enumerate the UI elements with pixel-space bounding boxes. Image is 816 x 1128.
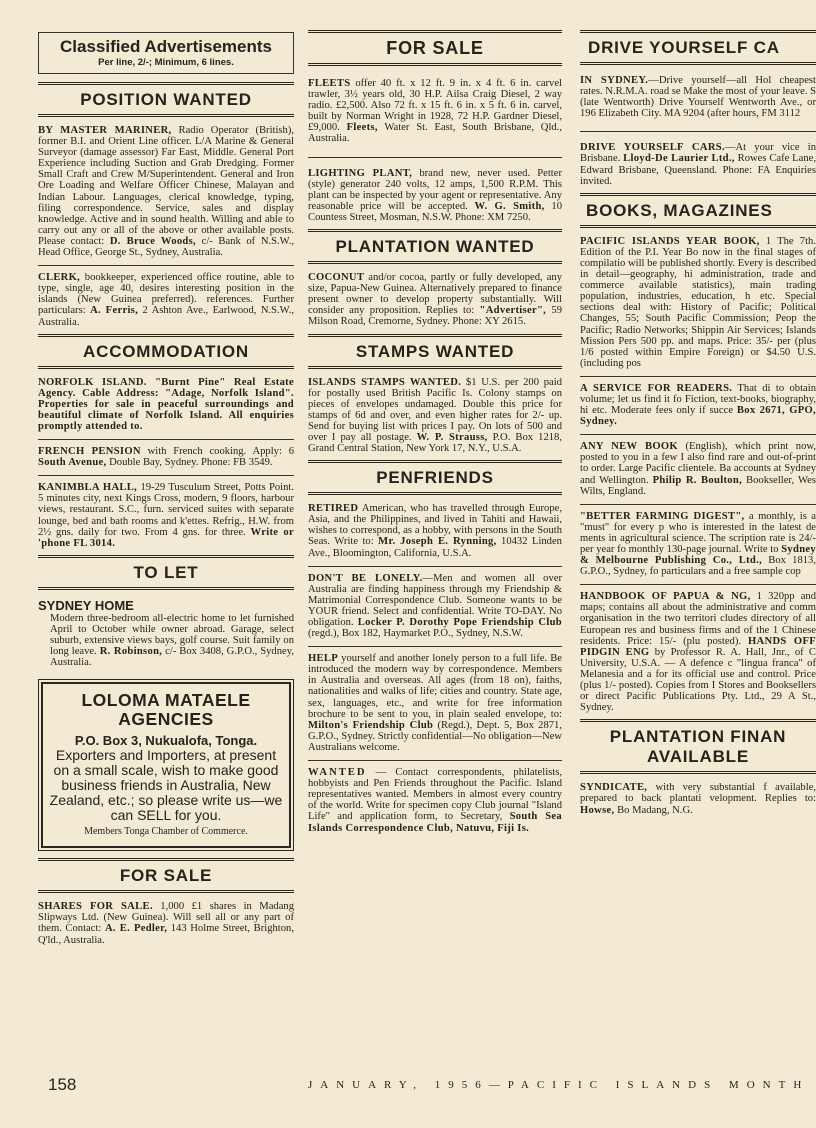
- section-heading-to-let: TO LET: [38, 555, 294, 590]
- section-heading-stamps-wanted: STAMPS WANTED: [308, 334, 562, 369]
- ad-fleets: [308, 78, 562, 145]
- ad-lead: COCONUT: [308, 272, 365, 284]
- divider: [38, 265, 294, 266]
- ad-contact: HANDS OFF PIDGIN ENG: [580, 635, 816, 658]
- ad-text: —Men and women all over Australia are finding happiness through my Friendship & Matrimonial Correspondence Club. Someone wants to be YOUR friend. Select and confidential. Write TO-DAY. No obligation.: [308, 572, 562, 628]
- ad-tail: 59 Milson Road, Cremorne, Sydney. Phone: XY 2615.: [308, 305, 562, 328]
- ad-lead: PACIFIC ISLANDS YEAR BOOK,: [580, 235, 760, 247]
- ad-text: American, who has travelled through Europe, Asia, and the Philippines, and lived in Tahiti and Hawaii, wishes to correspond, as a hobby, with persons in the South Seas. Write to:: [308, 503, 562, 548]
- section-heading-books-magazines: BOOKS, MAGAZINES: [580, 193, 816, 228]
- ad-contact: Write or 'phone FL 3014.: [38, 526, 294, 549]
- section-heading-penfriends: PENFRIENDS: [308, 460, 562, 495]
- ad-dont-be-lonely: [308, 573, 562, 640]
- loloma-membership: Members Tonga Chamber of Commerce.: [84, 826, 248, 838]
- ad-lead: A SERVICE FOR READERS.: [580, 382, 733, 394]
- ad-lead: RETIRED: [308, 503, 359, 515]
- section-heading-accommodation: ACCOMMODATION: [38, 334, 294, 369]
- ad-contact: South Avenue,: [38, 457, 107, 469]
- ad-drive-yourself-cars: [580, 142, 816, 186]
- ad-lead: LIGHTING PLANT,: [308, 167, 413, 179]
- divider: [580, 434, 816, 435]
- page-footer: [0, 1075, 810, 1105]
- ad-contact: "Advertiser",: [479, 305, 547, 317]
- ad-contact: W. P. Strauss,: [416, 431, 488, 443]
- divider: [38, 475, 294, 476]
- ad-contact: Mr. Joseph E. Rynning,: [378, 536, 497, 548]
- ad-lead: "BETTER FARMING DIGEST",: [580, 510, 745, 522]
- ad-shares-for-sale: [38, 901, 294, 945]
- ad-lead: BY MASTER MARINER,: [38, 125, 172, 136]
- ad-text: yourself and another lonely person to a full life. Be introduced the modern way by correspondence. Members in Australia and overseas. All ages (from 18 on), faiths, nationalities and walks of life; cities and country. State age, sex, languages, etc., and write for free information brochure to be sent to you, in plain sealed envelope, to:: [308, 653, 562, 720]
- ad-text: 1 320pp and maps; contains all about the administrative and comm organisation in the two territori cludes directory of all European res and business firms and of the 1 Chinese residents. Price: 15/- (plu posted).: [580, 591, 816, 647]
- ad-pacific-islands-year-book: [580, 236, 816, 369]
- ad-text: — Contact correspondents, philatelists, hobbyists and Pen Friends throughout the Pacific. Island representatives wanted. Members in almost every country of the world. Write for specimen copy Club journal "Island Life" and application form, to Secretary,: [308, 767, 562, 823]
- ad-tail: 10432 Linden Ave., Bloomington, California, U.S.A.: [308, 536, 562, 559]
- ad-text: 1 The 7th. Edition of the P.I. Year Bo now in the final stages of compilatio will be published shortly. Every is described in detail—geography, hi administration, trade and commerce available statistics), main trading population, industries, education, h etc. Special sections deal with: History of Pacific; Political Changes, 55; South Pacific Commission; Peop the Pacific; Radio Networks; Shippin Air Services; Islands Mission Pers 500 pp. and maps. Price: 35/- per (plus 1/6 posted within Empire Foreign) or $4.50 U.S. (including pos: [580, 235, 816, 369]
- ad-lead: CLERK,: [38, 272, 81, 284]
- divider: [38, 439, 294, 440]
- column-3-inner: [580, 30, 816, 816]
- ad-islands-stamps: [308, 377, 562, 455]
- ad-contact: Locker P. Dorothy Pope Friendship Club: [357, 617, 562, 628]
- ad-text: "Burnt Pine" Real Estate Agency. Cable Address: "Adage, Norfolk Island". Properties for sale in peaceful surroundings and beautiful climate of Norfolk Island. All enquiries promptly attended to.: [38, 376, 295, 432]
- column-2: [308, 30, 562, 838]
- ad-master-mariner: [38, 125, 294, 258]
- heading-line-1: PLANTATION FINAN: [609, 727, 787, 747]
- divider: [308, 157, 562, 158]
- ad-help-yourself: [308, 653, 562, 753]
- ad-text: Radio Operator (British), former B.I. and Orient Line officer. L/A Marine & General Surveyor (damage assessor) Far East, Middle. General Port Experience including Suction and Grab Dredging. Former Small Craft and Crew M/Superintendent. General and Iron Ore Loading and Welfare Officer Chinese, Malayan and Indian Labour. Languages, clerical knowledge, typing, filing correspondence. Service, sales and display knowledge. Active and in sound health. Willing and able to carry out any or all of the above or other available posts. Please contact:: [38, 125, 295, 247]
- ad-text: That di to obtain volume; let us find it fo Fiction, text-books, biography, hi etc. Moderate fees only if succe: [580, 382, 816, 417]
- ad-lead: ISLANDS STAMPS WANTED.: [308, 376, 462, 388]
- ad-tail: 10 Countess Street, Mosman, N.S.W. Phone: XM 7250.: [308, 200, 562, 223]
- ad-contact: A. Ferris,: [90, 305, 139, 317]
- divider: [580, 376, 816, 377]
- section-heading-plantation-wanted: PLANTATION WANTED: [308, 229, 562, 264]
- ad-syndicate: [580, 782, 816, 815]
- section-heading-position-wanted: POSITION WANTED: [38, 82, 294, 117]
- divider: [308, 566, 562, 567]
- ad-wanted-correspondents: [308, 767, 562, 834]
- ad-contact: Lloyd-De Laurier Ltd.,: [623, 153, 735, 165]
- ad-lead: SYNDICATE,: [580, 782, 648, 794]
- ad-text: —Drive yourself—all Hol cheapest rates. N.R.M.A. road se Make the most of your leave. S (late Wentworth) Drive Yourself Wentworth Ave., or 196 Elizabeth City. MA 9204 (after hours, FM 3112: [580, 75, 816, 120]
- loloma-address: P.O. Box 3, Nukualofa, Tonga.: [74, 733, 258, 749]
- ad-contact: Philip R. Boulton,: [652, 474, 743, 486]
- ad-contact: A. E. Pedler,: [104, 923, 168, 935]
- ad-handbook-papua: [580, 591, 816, 713]
- ad-text: (English), which print now, posted to you in a few I also find rare and out-of-print to order. Large Pacific clientele. Ba accounts at Sydney and Wellington.: [580, 441, 816, 486]
- ad-contact: Fleets,: [346, 122, 378, 134]
- ad-lead: KANIMBLA HALL,: [38, 482, 138, 494]
- ad-text: Modern three-bedroom all-electric home to let furnished April to October while owner abroad. Garage, select suburb, extensive views bays, golf course. Suit family on long leave.: [50, 612, 294, 658]
- ad-contact: Howse,: [580, 804, 615, 816]
- ad-contact: Milton's Friendship Club: [308, 719, 434, 731]
- ad-tail: 143 Holme Street, Brighton, Q'ld., Australia.: [38, 923, 294, 946]
- divider: [308, 646, 562, 647]
- section-heading-for-sale-2: FOR SALE: [308, 30, 562, 66]
- section-heading-drive-yourself: DRIVE YOURSELF CA: [580, 30, 816, 65]
- classified-rate: Per line, 2/-; Minimum, 6 lines.: [98, 57, 234, 68]
- ad-tail: Double Bay, Sydney. Phone: FB 3549.: [106, 457, 273, 469]
- ad-any-new-book: [580, 441, 816, 496]
- ad-clerk: [38, 272, 294, 327]
- ad-text: with very substantial f available, prepared to back plantati velopment. Replies to:: [580, 782, 816, 805]
- ad-text: 19-29 Tusculum Street, Potts Point. 5 minutes city, next Kings Cross, modern, 9 floors, harbour views, restaurant. S.C., furn. serviced suites with separate lounge, bed and bath rooms and k'ettes. Refrig., H.W. from 2½ gns. daily for two. From 4 gns. for three.: [38, 482, 294, 538]
- ad-tail: 2 Ashton Ave., Earlwood, N.S.W., Australia.: [38, 305, 294, 328]
- section-heading-for-sale: FOR SALE: [38, 858, 294, 893]
- ad-lead: DRIVE YOURSELF CARS.: [580, 142, 725, 154]
- ad-text: —At your vice in Brisbane.: [580, 142, 816, 165]
- column-1: [38, 30, 294, 950]
- ad-tail: Box 1813, G.P.O., Sydney, fo particulars and a free sample cop: [580, 555, 816, 578]
- ad-tail: by Professor R. A. Hall, Jnr., of C University, U.S.A. — A defence c "lingua franca" of Melanesia and a for its official use and control. Price (plus 1/- posted). Copies from I Stores and Booksellers or direct Pacific Publications Pty. Ltd., 29 A St., Sydney.: [580, 646, 816, 714]
- ad-tail: Bookseller, Wes Wilts, England.: [580, 474, 816, 497]
- ad-french-pension: [38, 446, 294, 468]
- ad-lead: SHARES FOR SALE.: [38, 901, 153, 913]
- loloma-body: Exporters and Importers, at present on a small scale, wish to make good business friends in Australia, New Zealand, etc.; so please write us—we can SELL for you.: [49, 747, 283, 824]
- ad-in-sydney: [580, 75, 816, 119]
- ad-tail: c/- Bank of N.S.W., Head Office, George St., Sydney, Australia.: [38, 235, 294, 259]
- ad-tail: Bo Madang, N.G.: [614, 804, 693, 816]
- classified-header-box: [38, 32, 294, 74]
- ad-coconut: [308, 272, 562, 327]
- ad-tail: c/- Box 3408, G.P.O., Sydney, Australia.: [50, 646, 294, 669]
- ad-tail: Water St. East, South Brisbane, Qld., Australia.: [308, 122, 562, 145]
- section-heading-plantation-finance: [580, 719, 816, 774]
- ad-lead: HANDBOOK OF PAPUA & NG,: [580, 591, 751, 603]
- ad-text: $1 U.S. per 200 paid for postally used British Pacific Is. Colony stamps on pieces of envelopes undamaged. Double this price for stamps of 6d and over, and even higher rates for 2/- up. Send for buying list with prices I pay. On lots of 500 and over I pay all postage.: [308, 376, 562, 443]
- ad-text: and/or cocoa, partly or fully developed, any size, Papua-New Guinea. Alternatively prepared to finance present owner to develop property substantially. Will consider any proposition. Replies to:: [308, 272, 562, 317]
- ad-kanimbla-hall: [38, 482, 294, 549]
- ad-lead: NORFOLK ISLAND.: [38, 376, 147, 388]
- ad-contact: D. Bruce Woods,: [109, 235, 196, 247]
- ad-lead: WANTED: [308, 767, 367, 779]
- journal-issue-line: JANUARY, 1956—PACIFIC ISLANDS MONTH: [308, 1079, 810, 1091]
- divider: [308, 760, 562, 761]
- ad-contact: Sydney & Melbourne Publishing Co., Ltd.,: [580, 544, 816, 567]
- ad-tail: P.O. Box 1218, Grand Central Station, New York 17, N.Y., U.S.A.: [308, 431, 562, 455]
- ad-text: offer 40 ft. x 12 ft. 9 in. x 4 ft. 6 in. carvel trawler, 3½ years old, 30 H.P. Ailsa Craig Diesel, 2 way radio. £2,500. Also 72 ft. x 15 ft. 6 in. x 5 ft. 6 in. carvel, built by Norman Wright in 1928, 72 H.P. Gardner Diesel, £9,000.: [308, 78, 562, 134]
- ad-lead: IN SYDNEY.: [580, 75, 649, 86]
- loloma-mataele-agencies-box: [41, 682, 291, 848]
- ad-tail: (regd.), Box 182, Haymarket P.O., Sydney, N.S.W.: [308, 628, 523, 640]
- ad-contact: Box 2671, GPO, Sydney.: [580, 405, 816, 428]
- ad-service-for-readers: [580, 383, 816, 427]
- ad-norfolk-island: [38, 377, 294, 432]
- ad-sydney-home: [38, 613, 294, 668]
- ad-text: a monthly, is a "must" for every p who is interested in the latest de ments in agricultural science. The scription rate is 24/- per year fo monthly 130-page journal. Write to: [580, 510, 816, 555]
- classified-title: Classified Advertisements: [60, 37, 272, 56]
- ad-sydney-home-title: SYDNEY HOME: [38, 597, 134, 613]
- ad-retired-american: [308, 503, 562, 558]
- ad-lead: FRENCH PENSION: [38, 446, 141, 458]
- ad-lead: ANY NEW BOOK: [580, 441, 678, 453]
- ad-contact: R. Robinson,: [99, 646, 163, 658]
- ad-contact: South Sea Islands Correspondence Club, Natuvu, Fiji Is.: [308, 811, 562, 834]
- ad-lead: DON'T BE LONELY.: [308, 572, 423, 584]
- ad-text: with French cooking. Apply: 6: [140, 446, 294, 458]
- ad-text: brand new, never used. Petter (style) generator 240 volts, 12 amps, 1,500 R.P.M. This plant can be inspected by your agent or representative. Any reasonable price will be accepted.: [308, 167, 562, 212]
- heading-line-2: AVAILABLE: [647, 747, 749, 767]
- ad-better-farming-digest: [580, 511, 816, 578]
- divider: [580, 584, 816, 585]
- column-3: [580, 30, 816, 1098]
- ad-tail: (Regd.), Dept. 5, Box 2871, G.P.O., Sydney. Strictly confidential—No obligation—New Australians welcome.: [308, 719, 563, 753]
- ad-lead: FLEETS: [308, 78, 351, 89]
- ad-lead: HELP: [308, 653, 339, 665]
- divider: [580, 504, 816, 505]
- ad-lighting-plant: [308, 168, 562, 223]
- ad-text: 1,000 £1 shares in Madang Slipways Ltd. (New Guinea). Will sell all or any part of them. Contact:: [38, 901, 294, 935]
- loloma-title: LOLOMA MATAELE AGENCIES: [81, 690, 251, 730]
- divider: [580, 131, 816, 132]
- ad-contact: W. G. Smith,: [474, 200, 545, 212]
- ad-text: bookkeeper, experienced office routine, able to type, single, age 40, desires interesting position in the islands (New Guinea preferred). references. Further particulars:: [38, 272, 294, 317]
- page-number: 158: [48, 1075, 77, 1094]
- ad-tail: Rowes Cafe Lane, Edward Brisbane, Queensland. Phone: FA Enquiries invited.: [580, 153, 816, 187]
